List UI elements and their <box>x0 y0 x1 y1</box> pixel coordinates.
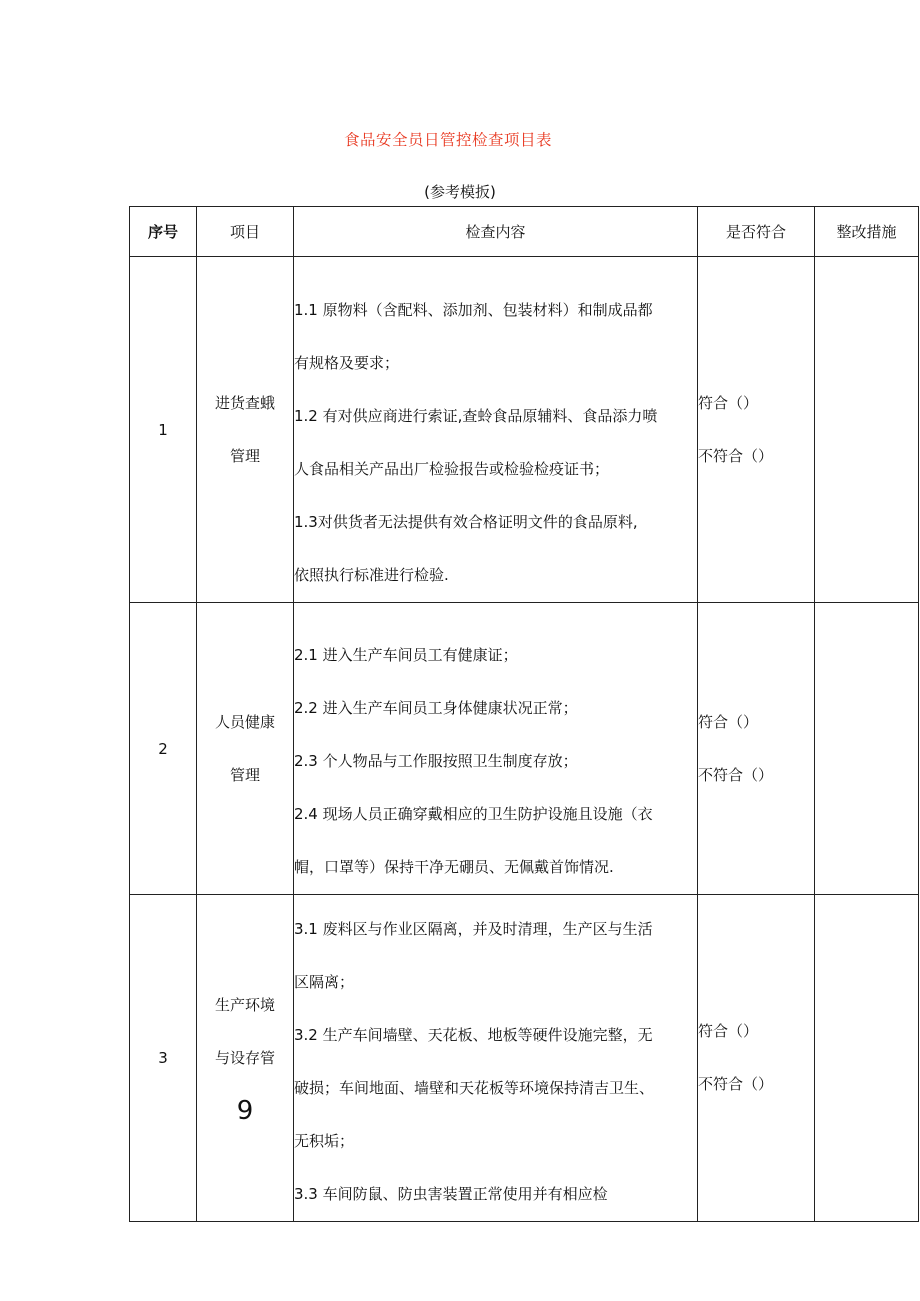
header-check-content: 检查内容 <box>294 207 698 257</box>
item-line: 进货查蛾 <box>214 393 275 412</box>
table-header-row <box>130 207 919 257</box>
content-line: 区隔离； <box>294 973 355 991</box>
row-check-content <box>294 257 698 603</box>
content-line: 破损；车间地面、墙壁和天花板等环境保持清吉卫生、 <box>294 1079 655 1097</box>
item-line: 管理 <box>229 765 260 784</box>
inspection-table <box>129 206 919 1222</box>
row-rectification[interactable] <box>815 895 919 1222</box>
content-line: 无积垢； <box>294 1132 355 1150</box>
content-line: 3.1 废料区与作业区隔离，并及时清理，生产区与生活 <box>294 920 653 938</box>
content-line: 有规格及要求； <box>294 354 400 372</box>
table-row <box>130 257 919 603</box>
header-rectification: 整改措施 <box>815 207 919 257</box>
row-compliance <box>698 895 815 1222</box>
item-line: 生产环境 <box>214 995 275 1014</box>
comply-option[interactable]: 符合（） <box>698 393 759 412</box>
table-row <box>130 603 919 895</box>
comply-option[interactable]: 符合（） <box>698 1022 759 1040</box>
row-item <box>197 257 294 603</box>
content-line: 2.1 进入生产车间员工有健康证； <box>294 646 518 664</box>
content-line: 2.3 个人物品与工作服按照卫生制度存放； <box>294 752 578 770</box>
document-title: 食品安全员日管控检查项目表 <box>343 131 552 149</box>
content-line: 2.4 现场人员正确穿戴相应的卫生防护设施且设施（衣 <box>294 805 653 823</box>
content-line: 3.3 车间防鼠、防虫害装置正常使用并有相应检 <box>294 1185 608 1203</box>
not-comply-option[interactable]: 不符合（） <box>698 765 774 784</box>
content-line: 2.2 进入生产车间员工身体健康状况正常； <box>294 699 578 717</box>
content-line: 1.1 原物料（含配料、添加剂、包装材料）和制成品都 <box>294 301 653 319</box>
row-serial-no: 2 <box>130 603 197 895</box>
not-comply-option[interactable]: 不符合（） <box>698 446 774 465</box>
header-item: 项目 <box>197 207 294 257</box>
content-line: 1.2 有对供应商进行索证,查蛉食品原辅料、食品添力喷 <box>294 407 658 425</box>
item-line: 人员健康 <box>214 712 275 731</box>
item-line-large: 9 <box>236 1095 254 1126</box>
item-line: 与设存管 <box>214 1048 275 1067</box>
row-check-content <box>294 603 698 895</box>
comply-option[interactable]: 符合（） <box>698 712 759 731</box>
document-subtitle: (参考模扳) <box>424 183 496 201</box>
row-check-content <box>294 895 698 1222</box>
row-serial-no: 1 <box>130 257 197 603</box>
row-item <box>197 603 294 895</box>
content-line: 1.3对供货者无法提供有效合格证明文件的食品原料, <box>294 513 638 531</box>
not-comply-option[interactable]: 不符合（） <box>698 1075 774 1093</box>
content-line: 帽，口罩等）保持干净无硼员、无佩戴首饰情况. <box>294 858 614 876</box>
row-rectification[interactable] <box>815 257 919 603</box>
row-serial-no: 3 <box>130 895 197 1222</box>
row-rectification[interactable] <box>815 603 919 895</box>
table-row <box>130 895 919 1222</box>
content-line: 人食品相关产品出厂检验报告或检验检疫证书； <box>294 460 610 478</box>
row-compliance <box>698 257 815 603</box>
row-item <box>197 895 294 1222</box>
header-serial-no: 序号 <box>130 207 197 257</box>
header-compliance: 是否符合 <box>698 207 815 257</box>
content-line: 3.2 生产车间墙壁、天花板、地板等硬件设施完整，无 <box>294 1026 653 1044</box>
content-line: 依照执行标准进行检验. <box>294 566 449 584</box>
item-line: 管理 <box>229 446 260 465</box>
row-compliance <box>698 603 815 895</box>
